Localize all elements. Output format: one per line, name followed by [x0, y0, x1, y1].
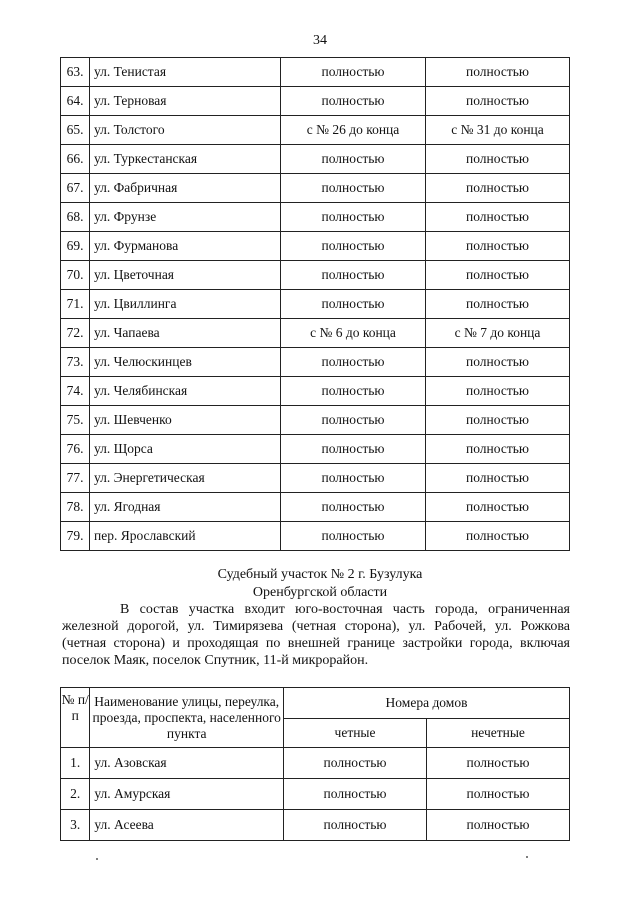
- table-row: [61, 348, 570, 377]
- row-number: 73.: [61, 348, 90, 377]
- row-number: 65.: [61, 116, 90, 145]
- odd-houses: полностью: [426, 522, 570, 551]
- table-row: [61, 174, 570, 203]
- section-title: Судебный участок № 2 г. Бузулука: [217, 567, 423, 582]
- street-name: ул. Толстого: [90, 116, 281, 145]
- table-row: [61, 406, 570, 435]
- street-name: ул. Терновая: [90, 87, 281, 116]
- street-name: ул. Энергетическая: [90, 464, 281, 493]
- table-row: [61, 116, 570, 145]
- odd-houses: полностью: [426, 464, 570, 493]
- section-subtitle: Оренбургской области: [252, 585, 388, 600]
- odd-houses: полностью: [426, 87, 570, 116]
- header-odd: нечетные: [427, 719, 570, 748]
- even-houses: полностью: [281, 261, 426, 290]
- odd-houses: полностью: [426, 232, 570, 261]
- even-houses: полностью: [284, 779, 427, 810]
- street-name: ул. Асеева: [90, 810, 284, 841]
- street-name: ул. Ягодная: [90, 493, 281, 522]
- row-number: 64.: [61, 87, 90, 116]
- section-description-text: В состав участка входит юго-восточная часть города, ограниченная железной дорогой, ул. Тимирязева (четная сторона), ул. Рабочей, ул. Рожкова (четная сторона) и проходящая по внешней границе застройки города, включая поселок Маяк, поселок Спутник, 11-й микрорайон.: [62, 602, 570, 668]
- even-houses: с № 6 до конца: [281, 319, 426, 348]
- even-houses: полностью: [281, 377, 426, 406]
- street-name: ул. Азовская: [90, 748, 284, 779]
- odd-houses: полностью: [426, 203, 570, 232]
- odd-houses: полностью: [426, 58, 570, 87]
- row-number: 3.: [61, 810, 90, 841]
- street-name: ул. Шевченко: [90, 406, 281, 435]
- row-number: 74.: [61, 377, 90, 406]
- table-row: [61, 522, 570, 551]
- even-houses: полностью: [281, 145, 426, 174]
- odd-houses: полностью: [427, 779, 570, 810]
- odd-houses: полностью: [426, 145, 570, 174]
- row-number: 76.: [61, 435, 90, 464]
- even-houses: полностью: [281, 348, 426, 377]
- even-houses: с № 26 до конца: [281, 116, 426, 145]
- street-name: ул. Туркестанская: [90, 145, 281, 174]
- scan-speck: [96, 858, 98, 860]
- street-name: ул. Фурманова: [90, 232, 281, 261]
- even-houses: полностью: [281, 174, 426, 203]
- even-houses: полностью: [281, 493, 426, 522]
- even-houses: полностью: [281, 87, 426, 116]
- even-houses: полностью: [284, 810, 427, 841]
- even-houses: полностью: [281, 522, 426, 551]
- row-number: 79.: [61, 522, 90, 551]
- street-name: ул. Цвиллинга: [90, 290, 281, 319]
- odd-houses: с № 7 до конца: [426, 319, 570, 348]
- even-houses: полностью: [284, 748, 427, 779]
- table-row: [61, 810, 570, 841]
- district-streets-table: [60, 687, 570, 841]
- odd-houses: полностью: [426, 261, 570, 290]
- row-number: 1.: [61, 748, 90, 779]
- header-street-name: Наименование улицы, переулка, проезда, проспекта, населенного пункта: [90, 688, 284, 748]
- row-number: 66.: [61, 145, 90, 174]
- section-description: [62, 601, 570, 669]
- street-name: ул. Тенистая: [90, 58, 281, 87]
- street-name: ул. Амурская: [90, 779, 284, 810]
- row-number: 75.: [61, 406, 90, 435]
- odd-houses: полностью: [426, 290, 570, 319]
- table-row: [61, 87, 570, 116]
- odd-houses: полностью: [427, 810, 570, 841]
- table-row: [61, 58, 570, 87]
- row-number: 72.: [61, 319, 90, 348]
- row-number: 78.: [61, 493, 90, 522]
- odd-houses: полностью: [426, 435, 570, 464]
- streets-table-body: [61, 58, 570, 551]
- street-name: ул. Челюскинцев: [90, 348, 281, 377]
- table-row: [61, 232, 570, 261]
- table-row: [61, 435, 570, 464]
- row-number: 63.: [61, 58, 90, 87]
- even-houses: полностью: [281, 406, 426, 435]
- even-houses: полностью: [281, 232, 426, 261]
- table-row: [61, 290, 570, 319]
- odd-houses: полностью: [426, 377, 570, 406]
- street-name: ул. Фабричная: [90, 174, 281, 203]
- row-number: 70.: [61, 261, 90, 290]
- table-row: [61, 319, 570, 348]
- header-number: № п/п: [61, 688, 90, 748]
- odd-houses: полностью: [426, 348, 570, 377]
- even-houses: полностью: [281, 290, 426, 319]
- street-name: ул. Фрунзе: [90, 203, 281, 232]
- row-number: 67.: [61, 174, 90, 203]
- table-row: [61, 145, 570, 174]
- row-number: 77.: [61, 464, 90, 493]
- header-even: четные: [284, 719, 427, 748]
- even-houses: полностью: [281, 203, 426, 232]
- street-name: ул. Челябинская: [90, 377, 281, 406]
- row-number: 71.: [61, 290, 90, 319]
- district-table-body: [61, 748, 570, 841]
- street-name: ул. Цветочная: [90, 261, 281, 290]
- odd-houses: с № 31 до конца: [426, 116, 570, 145]
- even-houses: полностью: [281, 58, 426, 87]
- street-name: ул. Чапаева: [90, 319, 281, 348]
- header-house-numbers: Номера домов: [284, 688, 570, 719]
- table-row: [61, 493, 570, 522]
- odd-houses: полностью: [427, 748, 570, 779]
- table-row: [61, 261, 570, 290]
- odd-houses: полностью: [426, 174, 570, 203]
- table-row: [61, 464, 570, 493]
- even-houses: полностью: [281, 464, 426, 493]
- odd-houses: полностью: [426, 406, 570, 435]
- table-row: [61, 779, 570, 810]
- scan-speck: [526, 856, 528, 858]
- table-row: [61, 377, 570, 406]
- row-number: 68.: [61, 203, 90, 232]
- street-name: ул. Щорса: [90, 435, 281, 464]
- streets-table-continued: [60, 57, 570, 551]
- row-number: 2.: [61, 779, 90, 810]
- row-number: 69.: [61, 232, 90, 261]
- even-houses: полностью: [281, 435, 426, 464]
- table-row: [61, 203, 570, 232]
- odd-houses: полностью: [426, 493, 570, 522]
- table-row: [61, 748, 570, 779]
- street-name: пер. Ярославский: [90, 522, 281, 551]
- page-number: 34: [313, 33, 327, 48]
- table-header-row: [61, 688, 570, 719]
